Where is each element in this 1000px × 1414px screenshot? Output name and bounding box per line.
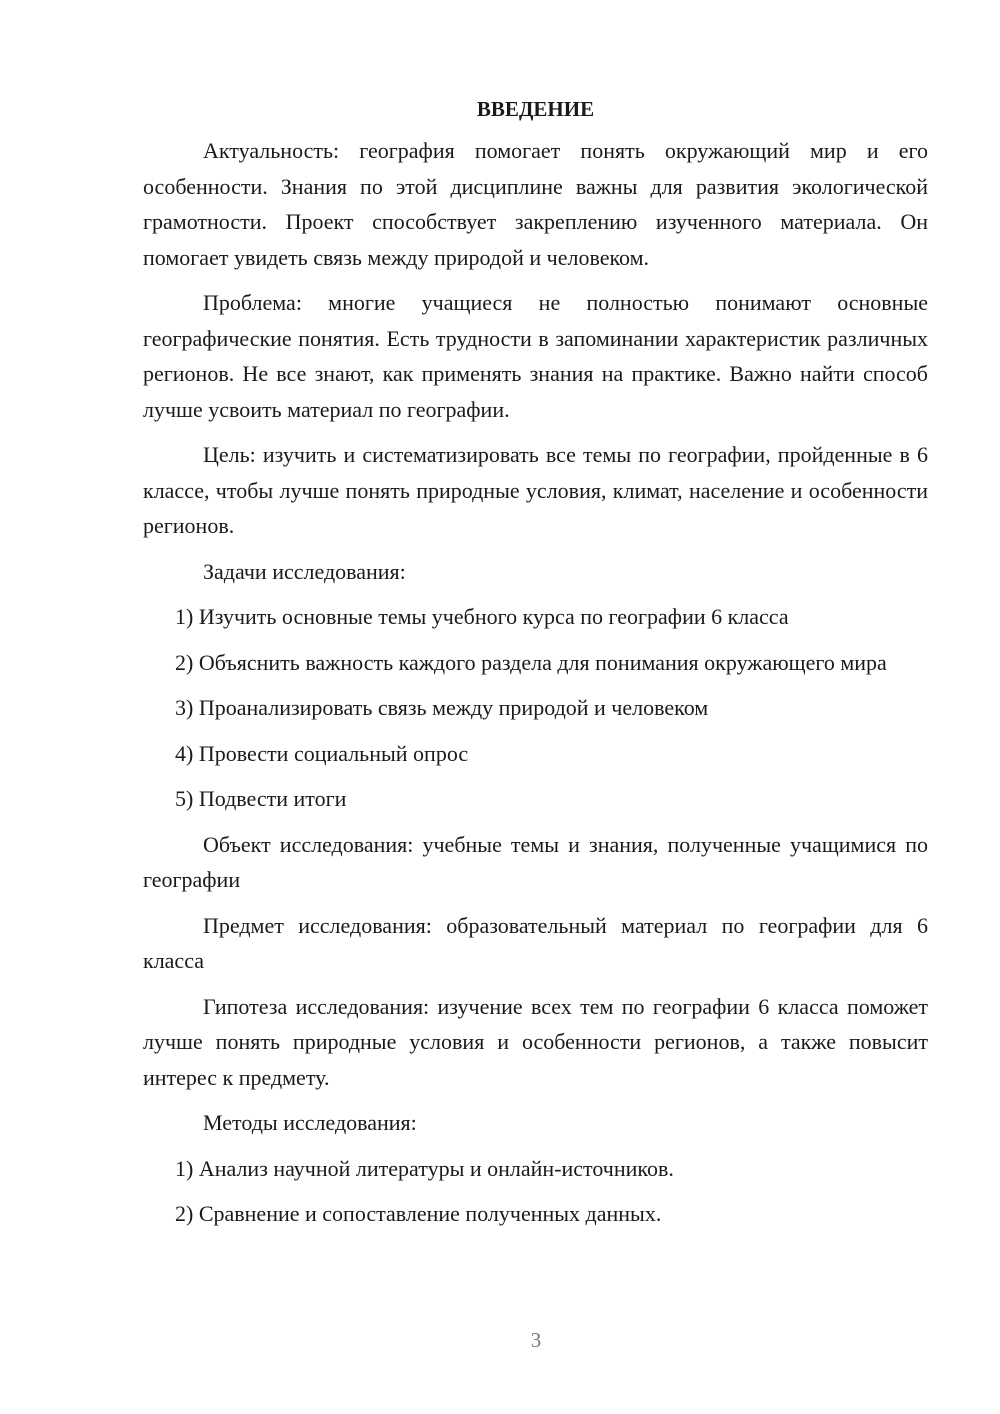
tasks-title: Задачи исследования: bbox=[203, 558, 406, 584]
task-item: 4) Провести социальный опрос bbox=[175, 740, 469, 766]
object-paragraph: Объект исследования: учебные темы и знания, полученные учащимися по географии bbox=[143, 831, 928, 892]
task-item: 5) Подвести итоги bbox=[175, 786, 347, 811]
page-number: 3 bbox=[530, 1328, 542, 1352]
document-page bbox=[143, 92, 928, 1242]
method-item: 1) Анализ научной литературы и онлайн-источников. bbox=[175, 1155, 674, 1181]
goal-paragraph: Цель: изучить и систематизировать все темы по географии, пройденные в 6 классе, чтобы лучше понять природные условия, климат, население и особенности регионов. bbox=[143, 442, 928, 538]
page-heading: ВВЕДЕНИЕ bbox=[476, 97, 595, 121]
method-item: 2) Сравнение и сопоставление полученных данных. bbox=[175, 1201, 662, 1226]
hypothesis-paragraph: Гипотеза исследования: изучение всех тем по географии 6 класса поможет лучше понять природные условия и особенности регионов, а также повысит интерес к предмету. bbox=[143, 993, 928, 1090]
task-item: 1) Изучить основные темы учебного курса по географии 6 класса bbox=[175, 604, 789, 629]
methods-title: Методы исследования: bbox=[203, 1110, 417, 1135]
task-item: 2) Объяснить важность каждого раздела для понимания окружающего мира bbox=[175, 649, 887, 675]
problem-paragraph: Проблема: многие учащиеся не полностью понимают основные географические понятия. Есть трудности в запоминании характеристик различных регионов. Не все знают, как применять знания на практике. Важно найти способ лучше усвоить материал по географии. bbox=[143, 290, 928, 422]
relevance-paragraph: Актуальность: география помогает понять окружающий мир и его особенности. Знания по этой дисциплине важны для развития экологической грамотности. Проект способствует закреплению изученного материала. Он помогает увидеть связь между природой и человеком. bbox=[143, 138, 928, 270]
subject-paragraph: Предмет исследования: образовательный материал по географии для 6 класса bbox=[143, 912, 928, 973]
task-item: 3) Проанализировать связь между природой и человеком bbox=[175, 695, 709, 720]
